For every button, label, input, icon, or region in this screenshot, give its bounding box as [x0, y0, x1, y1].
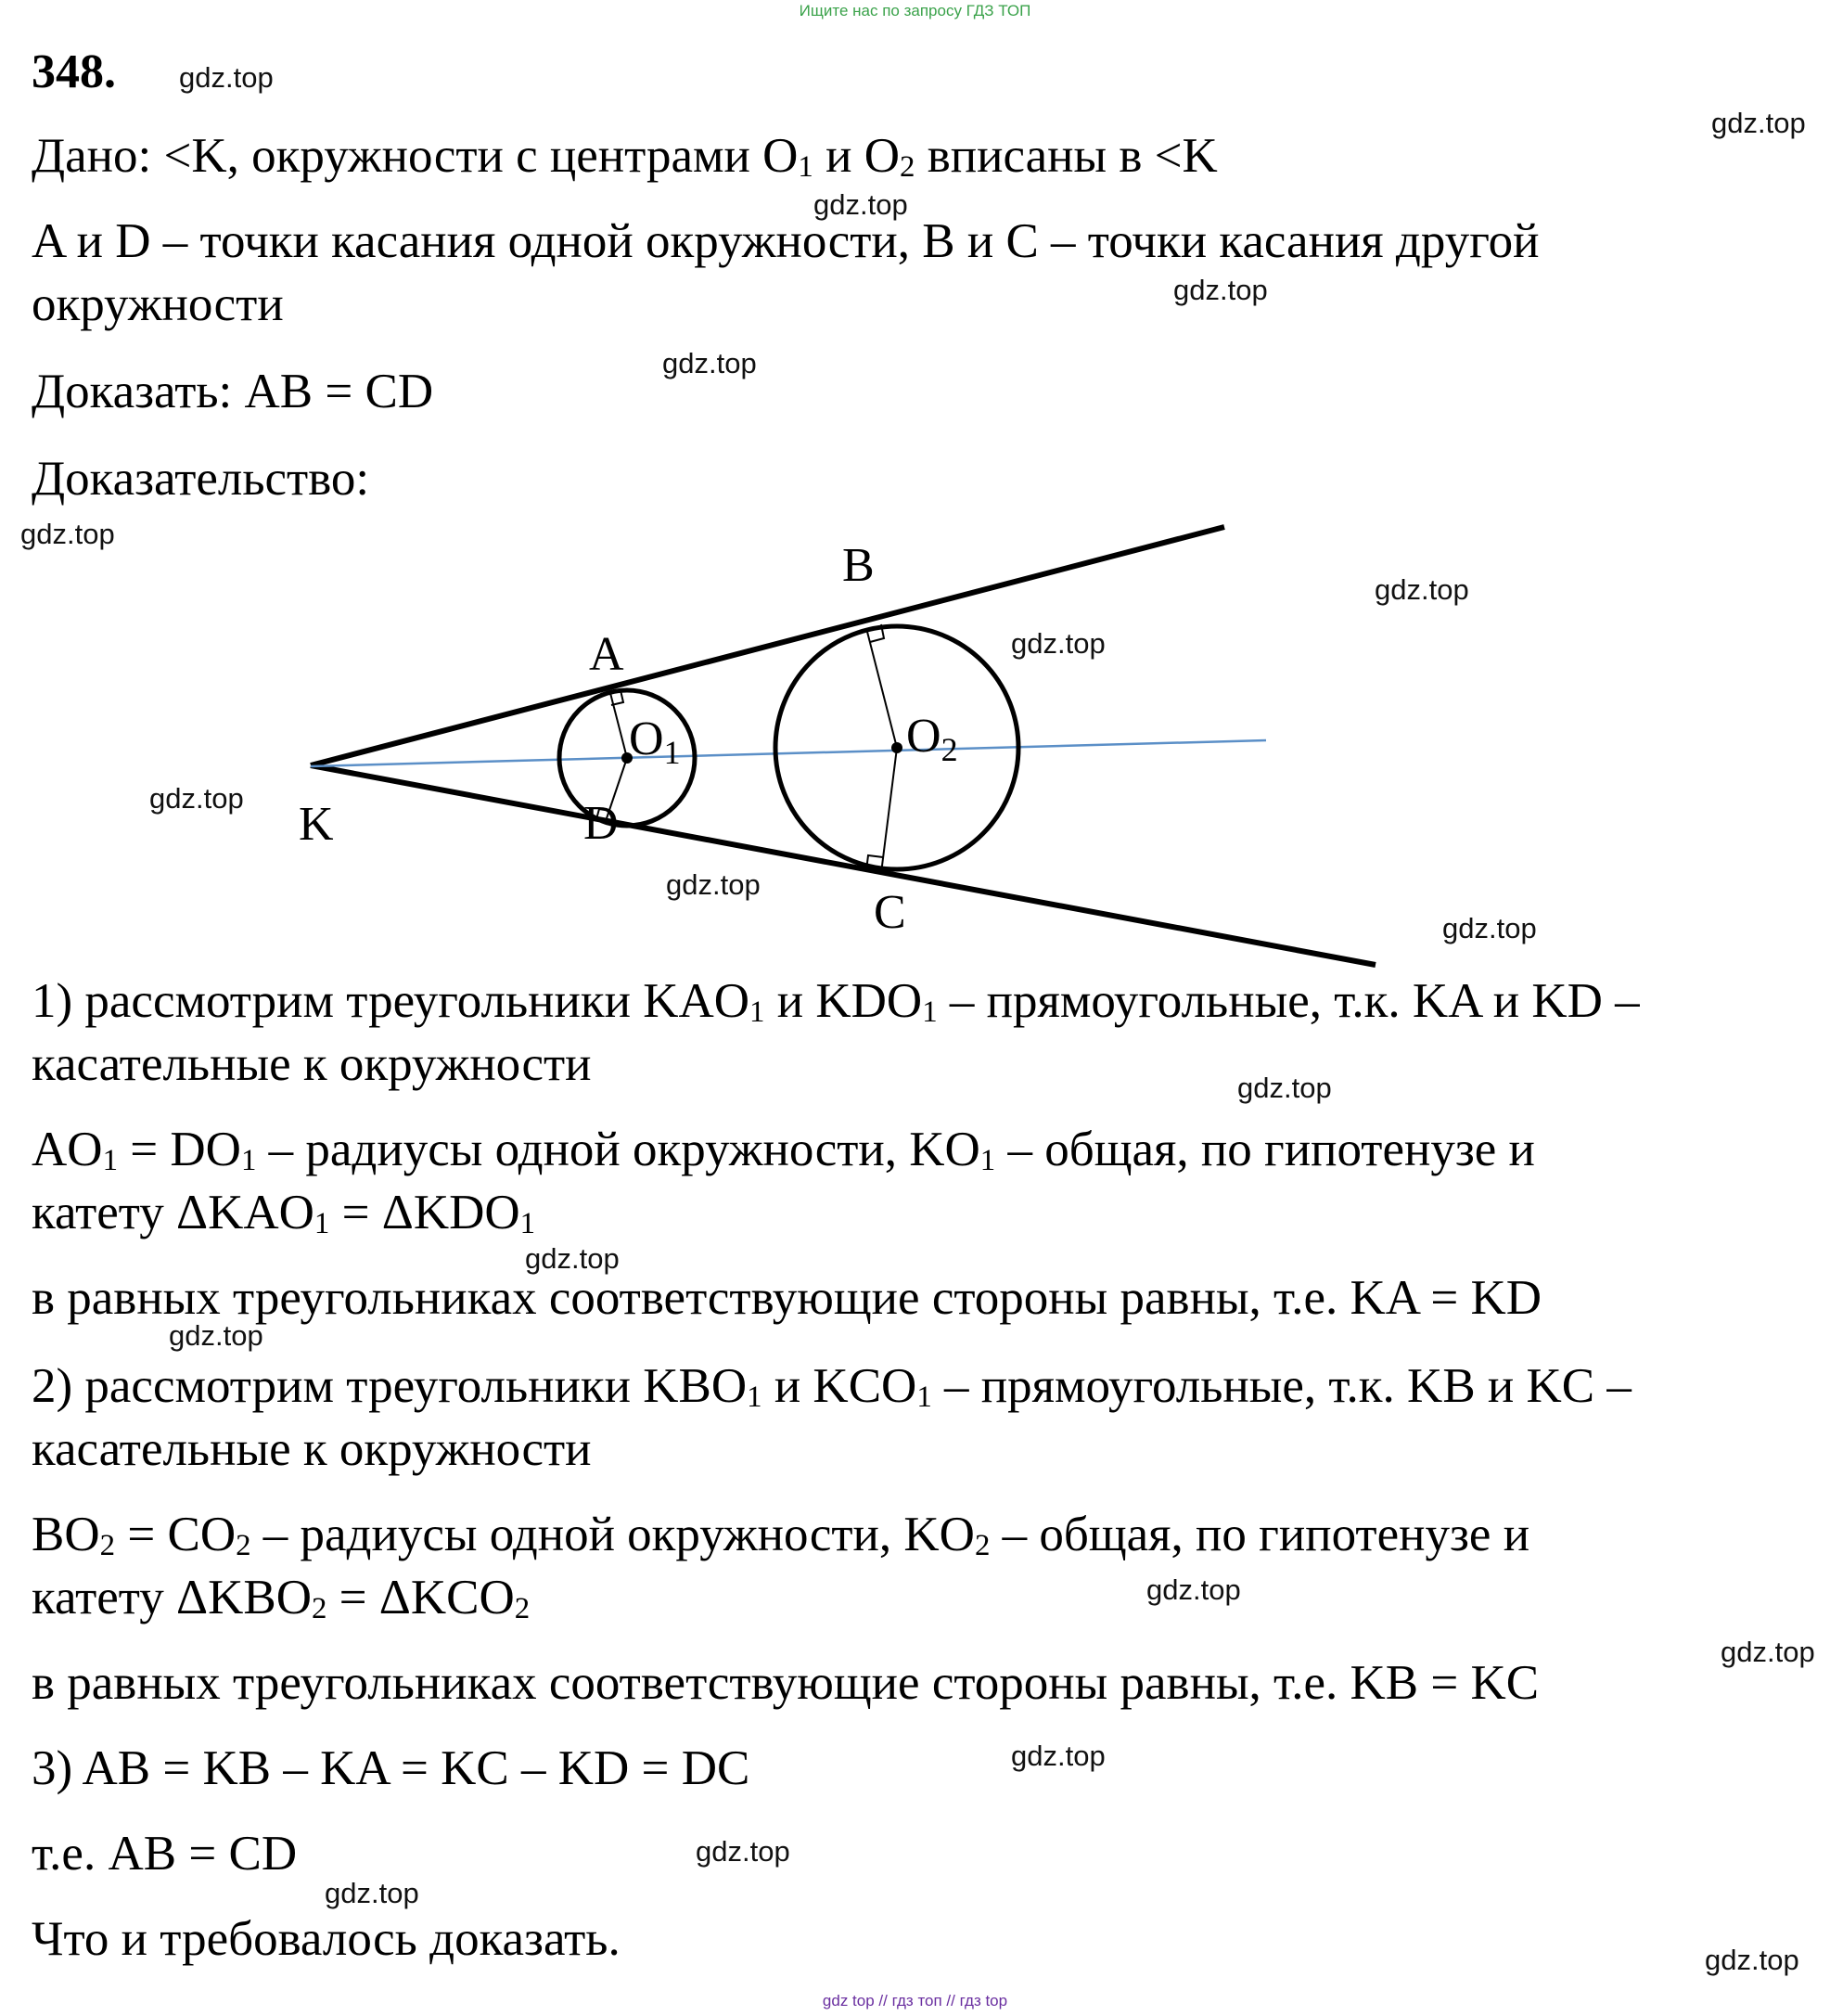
step-3-result: т.е. AB = CD [32, 1827, 298, 1881]
step-1-line-2: касательные к окружности [32, 1037, 592, 1091]
label-o2: O2 [906, 710, 958, 768]
step-1-line-1: 1) рассмотрим треугольники $KAO_1$ и $KDO_1$ – прямоугольные, т.к. KA и KD – [32, 974, 1640, 1029]
lower-ray [311, 765, 1376, 965]
label-o1: O1 [629, 713, 681, 771]
label-c: C [874, 886, 906, 939]
step-1-line-3: $AO_1 = DO_1$ – радиусы одной окружности, $KO_1$ – общая, по гипотенузе и [32, 1123, 1535, 1177]
proof-end: Что и требовалось доказать. [32, 1912, 621, 1966]
watermark: gdz.top [325, 1877, 419, 1909]
step-1-conclusion: в равных треугольниках соответствующие стороны равны, т.е. KA = KD [32, 1271, 1542, 1325]
watermark: gdz.top [1011, 1740, 1106, 1772]
watermark: gdz.top [1705, 1944, 1799, 1976]
label-b: B [842, 539, 875, 592]
watermark: gdz.top [696, 1835, 790, 1868]
step-2-line-2: касательные к окружности [32, 1422, 592, 1476]
watermark: gdz.top [179, 61, 274, 94]
center-o2-dot [891, 742, 902, 753]
watermark: gdz.top [1146, 1573, 1241, 1606]
watermark: gdz.top [813, 188, 908, 221]
footer-note: gdz top // гдз топ // гдз top [822, 1992, 1008, 2010]
watermark: gdz.top [1237, 1072, 1332, 1104]
given-line-2: A и D – точки касания одной окружности, B и C – точки касания другой [32, 214, 1540, 268]
label-k: K [299, 798, 334, 851]
watermark: gdz.top [1442, 912, 1537, 944]
watermark: gdz.top [1721, 1636, 1815, 1668]
label-a: A [589, 628, 624, 681]
prove-statement: Доказать: AB = CD [32, 365, 434, 418]
watermark: gdz.top [1375, 573, 1469, 606]
step-2-line-3: $BO_2 = CO_2$ – радиусы одной окружности, $KO_2$ – общая, по гипотенузе и [32, 1508, 1530, 1562]
radius-o2-c [881, 748, 897, 873]
watermark: gdz.top [666, 868, 761, 901]
bisector-line [311, 740, 1266, 766]
watermark: gdz.top [1711, 107, 1806, 139]
watermark: gdz.top [662, 347, 757, 379]
watermark: gdz.top [525, 1242, 620, 1275]
radius-o2-b [866, 628, 897, 748]
task-number: 348. [32, 45, 116, 98]
step-2-line-1: 2) рассмотрим треугольники $KBO_1$ и $KCO_1$ – прямоугольные, т.к. KB и KC – [32, 1359, 1632, 1414]
watermark: gdz.top [1011, 627, 1106, 660]
watermark: gdz.top [169, 1319, 263, 1352]
watermark: gdz.top [1173, 274, 1268, 306]
watermark: gdz.top [20, 518, 115, 550]
step-1-line-4: катету $\Delta KAO_1 = \Delta KDO_1$ [32, 1186, 536, 1240]
watermark: gdz.top [149, 782, 244, 815]
label-d: D [583, 797, 619, 850]
proof-heading: Доказательство: [32, 452, 370, 506]
given-line-1: Дано: <K, окружности с центрами $O_1$ и $O_2$ вписаны в <K [32, 129, 1218, 184]
step-2-conclusion: в равных треугольниках соответствующие стороны равны, т.е. KB = KC [32, 1656, 1540, 1710]
top-search-note: Ищите нас по запросу ГДЗ ТОП [799, 2, 1031, 19]
step-2-line-4: катету $\Delta KBO_2 = \Delta KCO_2$ [32, 1571, 531, 1625]
geometry-figure [0, 0, 1830, 983]
given-line-3: окружности [32, 277, 284, 331]
step-3-equation: 3) AB = KB – KA = KC – KD = DC [32, 1741, 750, 1795]
